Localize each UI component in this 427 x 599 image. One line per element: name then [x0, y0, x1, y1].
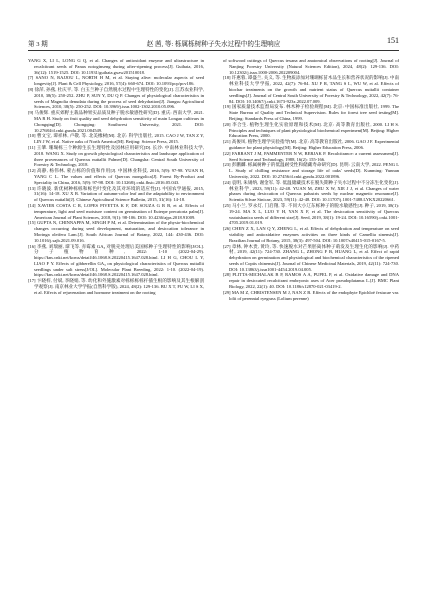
reference-entry: [15] GUPTA N, CHINNAPPA M, SINGH P M, et al. Determination of the physio-biochemical changes occurring during seed development, maturation, and desiccation tolerance in Moringa oleifera Lam.[J]. South African Journal of Botany, 2022, 144: 430-436. DOI: 10.1016/j.sajb.2021.09.016.: [28, 220, 204, 243]
reference-entry: [26] CHEN Z X, LAN Q Y, ZHENG L, et al. Effects of dehydration and temperature on seed viability and antioxidative enzymes activities on three kinds of Camellia sinensis[J]. Brazilian Journal of Botany, 2015, 38(3): 497-504. DOI: 10.1007/s40415-015-0167-5.: [223, 226, 399, 243]
reference-entry: [23] 彭鹏麟. 栎属树种子的低温耐受性和储藏寿命研究[D]. 昆明: 云南大学, 2022. PENG L L. Study of chilling resistance and storage life of oaks' seeds[D]. Kunming: Yunnan University, 2022. DOI: 10.27456/d.cnki.gyndu.2022.001896.: [223, 162, 399, 179]
references-right-column: [223, 58, 399, 580]
reference-entry: [14] XAVIER COSTA C R, LOPES PIVETTA K F, DE SOUZA G R B, et al. Effects of temperature, light and seed moisture content on germination of Euterpe precatoria palm[J]. American Journal of Plant Sciences, 2018, 9(1): 98-106. DOI: 10.4236/ajps.2018.91009.: [28, 202, 204, 220]
reference-entry: [19] 国家质量技术监督局发布. 林木种子检验规程[M]. 北京: 中国标准出版社, 1999. The State Bureau of Quality and Technical Supervision. Rules for forest tree seed testing[M]. Beijing: Standards Press of China, 1999.: [223, 104, 399, 121]
references-left-column: [28, 58, 204, 580]
reference-entry: of softwood cuttings of Quercus texana and anatomical observations of rooting[J]. Journal of Nanjing Forestry University (Natural Sciences Edition), 2024, 48(2): 129-136. DOI: 10.12302/j.issn.1000-2006.202209004.: [223, 58, 399, 75]
reference-entry: [10] 曹文宝, 谭祥林, 卢敬, 等. 北美橡树[M]. 北京: 科学出版社, 2015. CAO J W, TAN Z Y, LIN J W, et al. Native oaks of North America[M]. Beijing: Science Press, 2015.: [28, 133, 204, 145]
reference-entry: [28] PLITTA-MICHALAK B P, RAMOS A A, PUPEL P, et al. Oxidative damage and DNA repair in desiccated recalcitrant embryonic axes of Acer pseudoplatanus L.[J]. BMC Plant Biology, 2022, 22(1): 40. DOI: 10.1186/s12870-021-03419-2.: [223, 272, 399, 290]
reference-entry: [22] FARRANT J M, PAMMENTER N W, BERJAK P. Recalcitrance: a current assessment[J]. Seed Science and Technology, 1988, 16(2): 155-166.: [223, 150, 399, 162]
reference-entry: [11] 王肇. 珊瑚栎三个种源生长生理特性及园林应用研究[D]. 长沙: 中南林业科技大学, 2018. WANG X. Study on growth physiological characteristics and landscape application of three provenances of Quercus nuttallii Palmer[D]. Changsha: Central South University of Forestry & Technology, 2018.: [28, 144, 204, 168]
reference-entry: [18] 许惠蓉, 谭盛兰, 关义, 等. 生物质添加对珊瑚栎苗木品生长和营养状况的影响[J]. 中南林业科技大学学报, 2022, 42(7): 76-84. XU F R, TANG S L, WU W, et al. Effects of biochar treatments on the growth and nutrient status of Quercus nuttallii container seedlings[J]. Journal of Central South University of Forestry & Technology, 2022, 42(7): 76-84. DOI: 10.14067/j.cnki.1673-923x.2022.07.009.: [223, 75, 399, 104]
reference-entry: [8] 徐萍, 孙燕, 杜庆平, 等. 白玉兰种子自然脱水过程中生理特性的变化[J]. 江苏农业科学, 2010, 38(5): 250-252. ZHU P, SUN Y, DU Q P. Changes of physiological characteristics in seeds of Magnolia denudata during the process of seed dehydration[J]. Jiangsu Agricultural Sciences, 2010, 38(5): 250-252. DOI: 10.3969/j.issn.1002-1302.2010.05.096.: [28, 86, 204, 110]
reference-entry: [17] 卞晓梓, 付斌, 李晓娟, 等. 幼化和外施激素对栎栎栎栎扦插生根的影响及其生根解剖学观察[J]. 南京林业大学学报(自然科学版), 2024, 48(2): 129-136. BU X T, FU W, LI S X, et al. Effects of rejuvenation and hormone treatment on the rooting: [28, 278, 204, 295]
reference-entry: [16] 李燕, 刘瑞丽, 谭飞等. 赤霉素 GA₃ 对脱壳处理后美国栎种子生理特性的影响[J/OL]. 分子植物育种, 2022: 1-10 (2022-04-29). https://kns.cnki.net/kcms/detail/46.1068.S.20220415.1647.028.html. LI H G, CHOU L Y, LIAO F Y. Effects of gibberellin GA₃ on physiological characteristics of Quercus nuttallii seedlings under salt stress[J/OL]. Molecular Plant Breeding, 2022: 1-10. (2022-04-19). https://kns.cnki.net/kcms/detail/46.1068.S.20220415.1647.028.html.: [28, 243, 204, 278]
reference-entry: [29] MA M Z, CHRISTENSEN M J, NAN Z B. Effects of the endophyte Epichloë festucae var. lolii of perennial ryegrass (Lolium perenne): [223, 289, 399, 301]
reference-entry: [7] SANO N, RAJJOU L, NORTH H M, et al. Staying alive: molecular aspects of seed longevity[J]. Plant & Cell Physiology, 2016, 57(4): 660-674. DOI: 10.1093/pcp/pcv186.: [28, 75, 204, 87]
reference-entry: [9] 马俊辉. 重庆郊野主栽品种果实品质及种子脱水敏感性研究[D]. 重庆: 西南大学, 2021. MA R H. Study on fruit quality and seed dehydration sensitivity of main Longan cultivars in Chongqing[D]. Chongqing: Southwest University, 2021. DOI: 10.27684/d.cnki.gxndu.2021.004549.: [28, 110, 204, 133]
reference-entry: [24] 袁明, 朱锡纳, 谢金军, 等. 低温储藏技术在脱失期种子失水过程中不分冻生化变化[J]. 林业科学, 2023, 59(11): 42-48. YUAN M, ZHU X W, XIE J J, et al. Changes of water phases during desiccation of Quercus palustris seeds by nuclear magnetic resonance[J]. Scientia Silvae Sinicae, 2023, 59(11): 42-48. DOI: 10.11707/j.1001-7488.LYKX20220661.: [223, 179, 399, 203]
issue-label: 第 3 期: [28, 41, 48, 48]
reference-entry: [12] 高静, 杨伟林, 蒙古栎的价值和作用[J]. 中国林业科技, 2016, 5(9): 97-98. YUAN H, YANG C L. The values and effects of Quercus mongolica[J]. Forest By-Product and Speciality in China, 2016, 5(9): 97-98. DOI: 10.13268/j.cnki.fbsic.2016.05.043.: [28, 168, 204, 185]
reference-entry: [20] 李合生. 植物生理生化实验原理和技术[M]. 北京: 高等教育出版社, 2000. LI H S. Principles and techniques of plant physiological biochemical experiment[M]. Beijing: Higher Education Press, 2000.: [223, 121, 399, 139]
reference-entry: YANG X, LI L, LONG G Q, et al. Changes of antioxidant enzyme and ultrastructure in recalcitrant seeds of Panax notoginseng during after-ripening process[J]. Guihaia, 2016, 36(12): 1519-1525. DOI: 10.11931/guihaia.gxzw201510018.: [28, 58, 204, 75]
reference-entry: [13] 许晓波. 新优树种栎栎和栎色叶变化及其对环境的适应性[J]. 中国农学通报, 2015, 31(16): 14-18. XU X B. Variation of autumn-color leaf and the adaptability to environment of Quercus nuttallii[J]. Chinese Agricultural Science Bulletin, 2015, 31(16): 14-18.: [28, 185, 204, 203]
reference-entry: [27] 章林, 钟木贵, 黄玲, 等. 快速脱水对芒果胚离体种子萌发及生理生化的影响[J]. 中药材, 2019, 42(11): 724-730. ZHANG L, ZHONG F B, HUANG L, et al. Effect of rapid dehydration on germination and physiological and biochemical characteristics of the ripened seeds of Coptis chinensis[J]. Journal of Chinese Medicinal Materials, 2019, 42(11): 724-730. DOI: 10.13863/j.issn1001-4454.2019.04.005.: [223, 243, 399, 272]
page-number: 151: [387, 36, 399, 45]
reference-entry: [21] 高俊凤. 植物生理学实验指导[M]. 北京: 高等教育出版社, 2006. GAO J F. Experimental guidance for plant physiology[M]. Beijing: Higher Education Press, 2006.: [223, 139, 399, 150]
page-header: [28, 36, 399, 51]
reference-entry: [25] 马小兰, 罗永灯, 门启翔, 等. 不同大小辽东栎种子的脱水敏感性[J]. 种子, 2019, 38(1): 19-24. MA X L, LUO Y H, YAN X F, et al. The desiccation sensitivity of Quercus wutaishanica seeds of different size[J]. Seed, 2019, 38(1): 19-24. DOI: 10.16590/j.cnki.1001-4705.2019.01.019.: [223, 202, 399, 226]
running-title: 赵 茜, 等: 栎属栎树种子失水过程中的生理响应: [146, 41, 281, 48]
